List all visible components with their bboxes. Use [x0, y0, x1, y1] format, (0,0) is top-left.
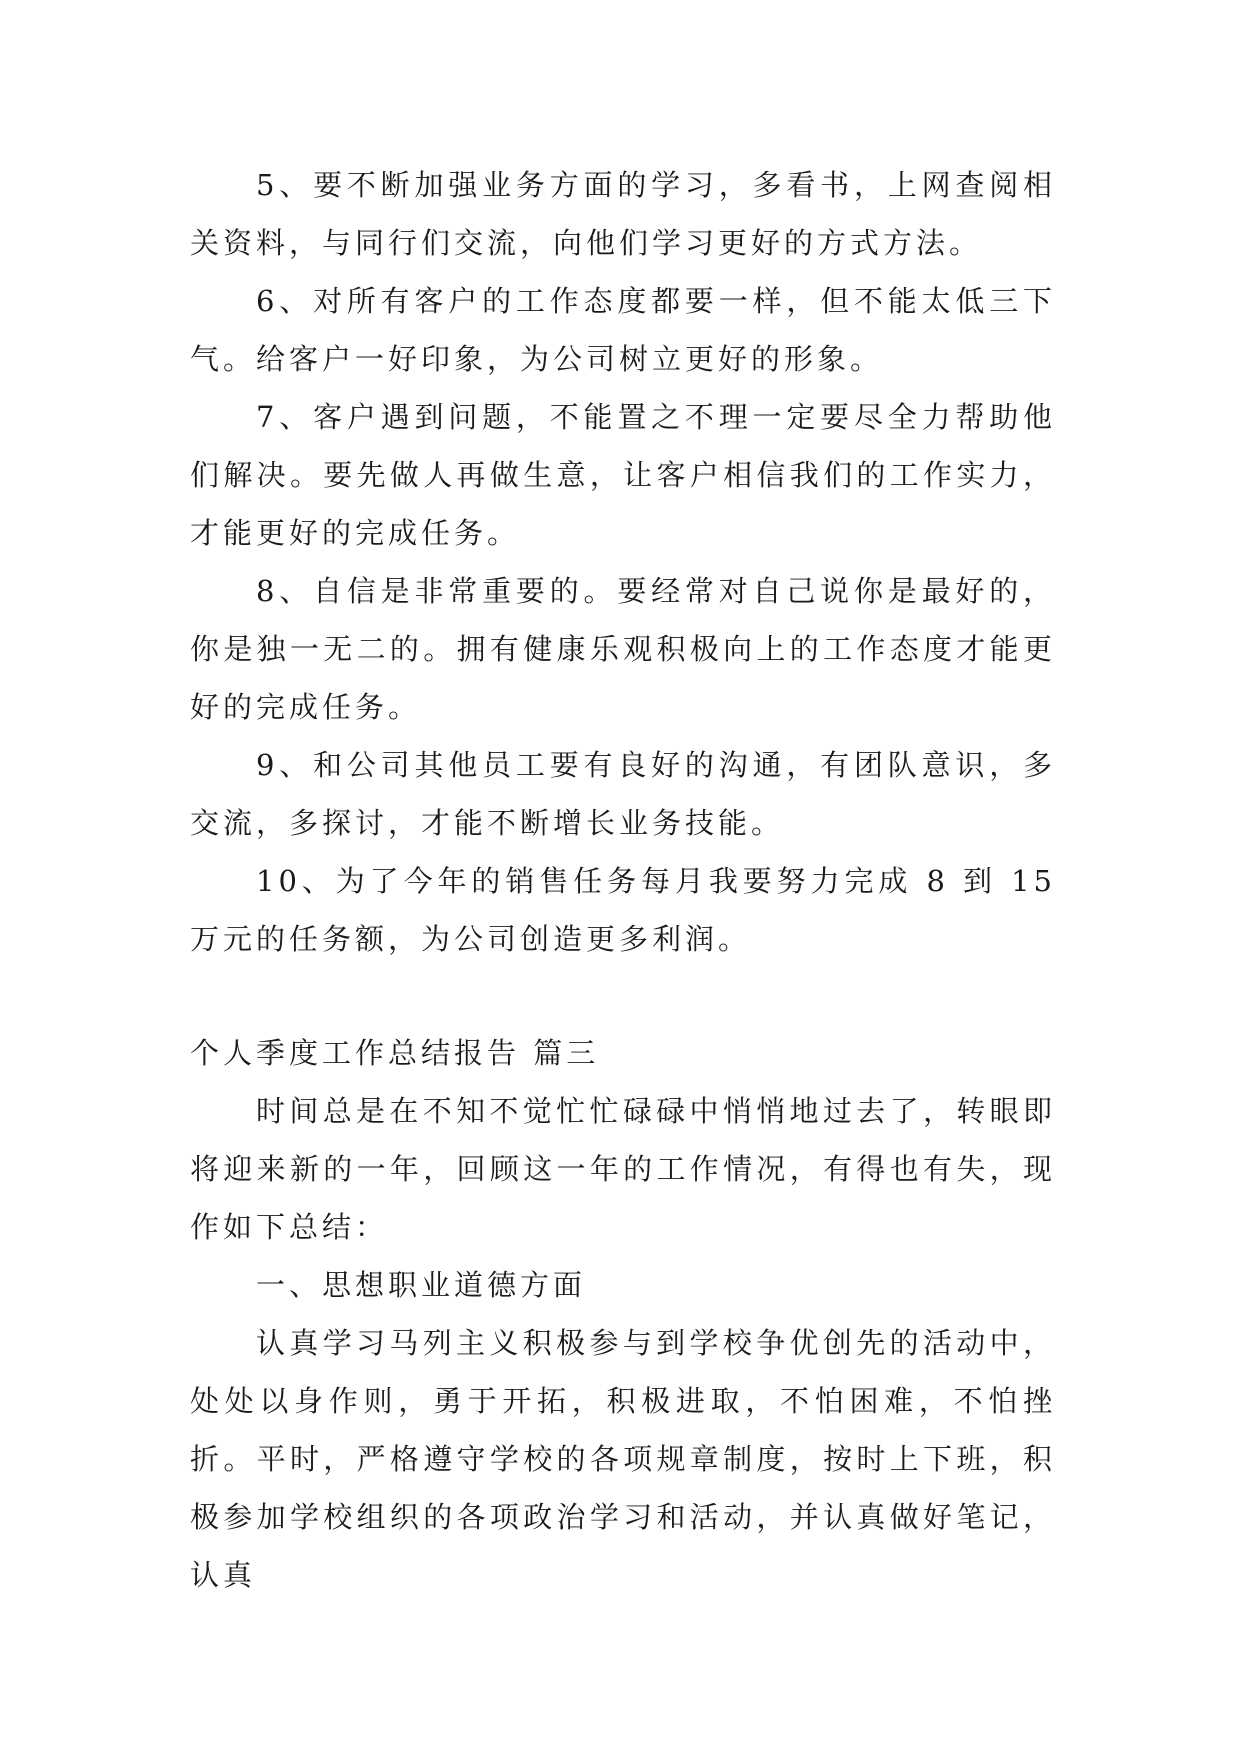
paragraph-item-6: 6、对所有客户的工作态度都要一样，但不能太低三下气。给客户一好印象，为公司树立更好的形象。	[190, 284, 1056, 376]
paragraph-item-5: 5、要不断加强业务方面的学习，多看书，上网查阅相关资料，与同行们交流，向他们学习更好的方式方法。	[190, 168, 1056, 260]
subheading: 一、思想职业道德方面	[256, 1268, 587, 1302]
paragraph-item-8: 8、自信是非常重要的。要经常对自己说你是最好的，你是独一无二的。拥有健康乐观积极向上的工作态度才能更好的完成任务。	[190, 574, 1056, 724]
paragraph-body: 认真学习马列主义积极参与到学校争优创先的活动中，处处以身作则，勇于开拓，积极进取，不怕困难，不怕挫折。平时，严格遵守学校的各项规章制度，按时上下班，积极参加学校组织的各项政治学习和活动，并认真做好笔记，认真	[190, 1326, 1056, 1592]
section-title: 个人季度工作总结报告 篇三	[190, 1036, 600, 1070]
paragraph-item-9: 9、和公司其他员工要有良好的沟通，有团队意识，多交流，多探讨，才能不断增长业务技能。	[190, 748, 1056, 840]
document-body	[190, 156, 1056, 1604]
paragraph-item-10: 10、为了今年的销售任务每月我要努力完成 8 到 15 万元的任务额，为公司创造更多利润。	[190, 864, 1056, 956]
paragraph-intro: 时间总是在不知不觉忙忙碌碌中悄悄地过去了，转眼即将迎来新的一年，回顾这一年的工作情况，有得也有失，现作如下总结：	[190, 1094, 1056, 1244]
paragraph-item-7: 7、客户遇到问题，不能置之不理一定要尽全力帮助他们解决。要先做人再做生意，让客户相信我们的工作实力，才能更好的完成任务。	[190, 400, 1056, 550]
